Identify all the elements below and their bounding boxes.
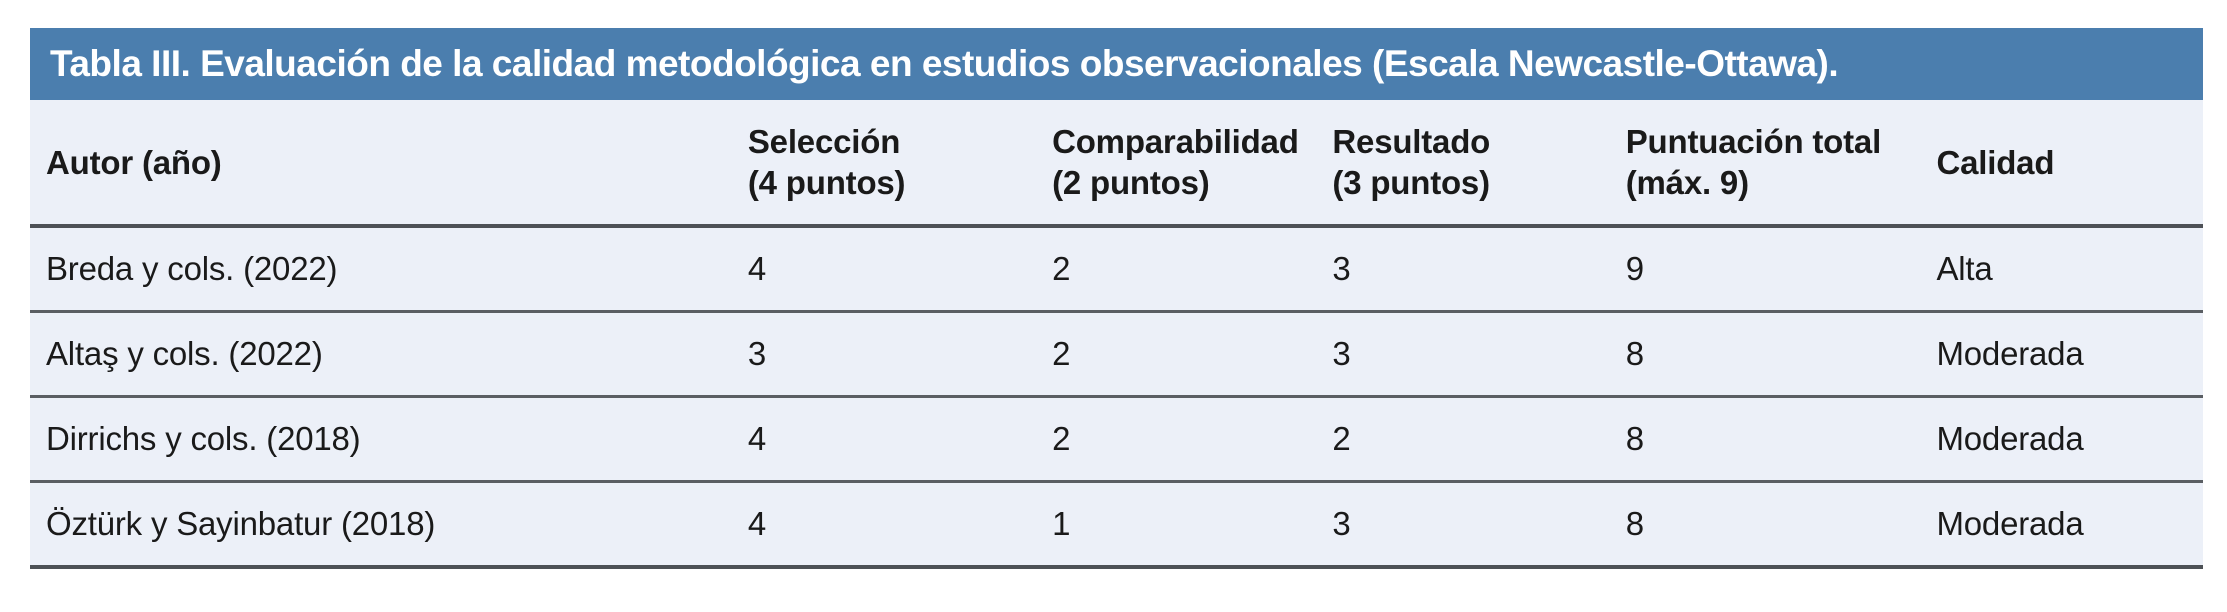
cell-autor: Dirrichs y cols. (2018) — [30, 397, 732, 482]
cell-comparabilidad: 2 — [1036, 312, 1316, 397]
col-header-puntuacion-sublabel: (máx. 9) — [1625, 164, 1749, 201]
table-title: Tabla III. Evaluación de la calidad metodológica en estudios observacionales (Escala Newcastle-Ottawa). — [50, 43, 1839, 84]
cell-autor: Breda y cols. (2022) — [30, 226, 732, 312]
table-header — [30, 100, 2203, 226]
cell-resultado: 2 — [1316, 397, 1609, 482]
cell-puntuacion: 9 — [1610, 226, 1921, 312]
cell-calidad: Moderada — [1920, 312, 2203, 397]
col-header-autor — [30, 100, 732, 226]
cell-puntuacion: 8 — [1625, 505, 1644, 542]
cell-autor: Altaş y cols. (2022) — [30, 312, 732, 397]
cell-puntuacion: 8 — [1610, 312, 1921, 397]
col-header-comparabilidad-sublabel: (2 puntos) — [1052, 164, 1210, 201]
cell-autor: Öztürk y Sayinbatur (2018) — [46, 505, 436, 542]
table-row — [30, 312, 2203, 397]
cell-puntuacion: 8 — [1610, 397, 1921, 482]
header-row — [30, 100, 2203, 226]
cell-comparabilidad: 1 — [1052, 505, 1071, 542]
cell-resultado: 3 — [1332, 505, 1351, 542]
col-header-comparabilidad — [1036, 100, 1316, 226]
col-header-seleccion-sublabel: (4 puntos) — [747, 164, 906, 201]
table-row — [30, 397, 2203, 482]
col-header-puntuacion — [1610, 100, 1921, 226]
cell-calidad: Moderada — [1936, 505, 2084, 542]
cell-resultado: 3 — [1316, 312, 1609, 397]
cell-resultado: 3 — [1316, 226, 1609, 312]
cell-calidad: Alta — [1920, 226, 2203, 312]
cell-seleccion: 4 — [732, 226, 1036, 312]
table-row — [30, 482, 2203, 568]
col-header-resultado-label: Resultado — [1332, 123, 1491, 160]
cell-comparabilidad: 2 — [1036, 226, 1316, 312]
col-header-autor-label: Autor (año) — [46, 143, 222, 181]
col-header-seleccion-label: Selección — [747, 123, 901, 160]
cell-comparabilidad: 2 — [1036, 397, 1316, 482]
table-body — [30, 226, 2203, 567]
col-header-calidad — [1920, 100, 2203, 226]
col-header-calidad-label: Calidad — [1936, 143, 2055, 181]
col-header-resultado-sublabel: (3 puntos) — [1332, 164, 1490, 201]
table-row — [30, 226, 2203, 312]
col-header-resultado — [1316, 100, 1609, 226]
col-header-seleccion — [732, 100, 1036, 226]
table-title-bar — [30, 28, 2203, 100]
cell-seleccion: 3 — [732, 312, 1036, 397]
methodology-quality-table — [30, 100, 2203, 569]
col-header-puntuacion-label: Puntuación total — [1625, 123, 1882, 160]
cell-seleccion: 4 — [732, 397, 1036, 482]
col-header-comparabilidad-label: Comparabilidad — [1052, 123, 1299, 160]
cell-seleccion: 4 — [747, 505, 767, 542]
newcastle-ottawa-table — [30, 28, 2203, 569]
cell-calidad: Moderada — [1920, 397, 2203, 482]
